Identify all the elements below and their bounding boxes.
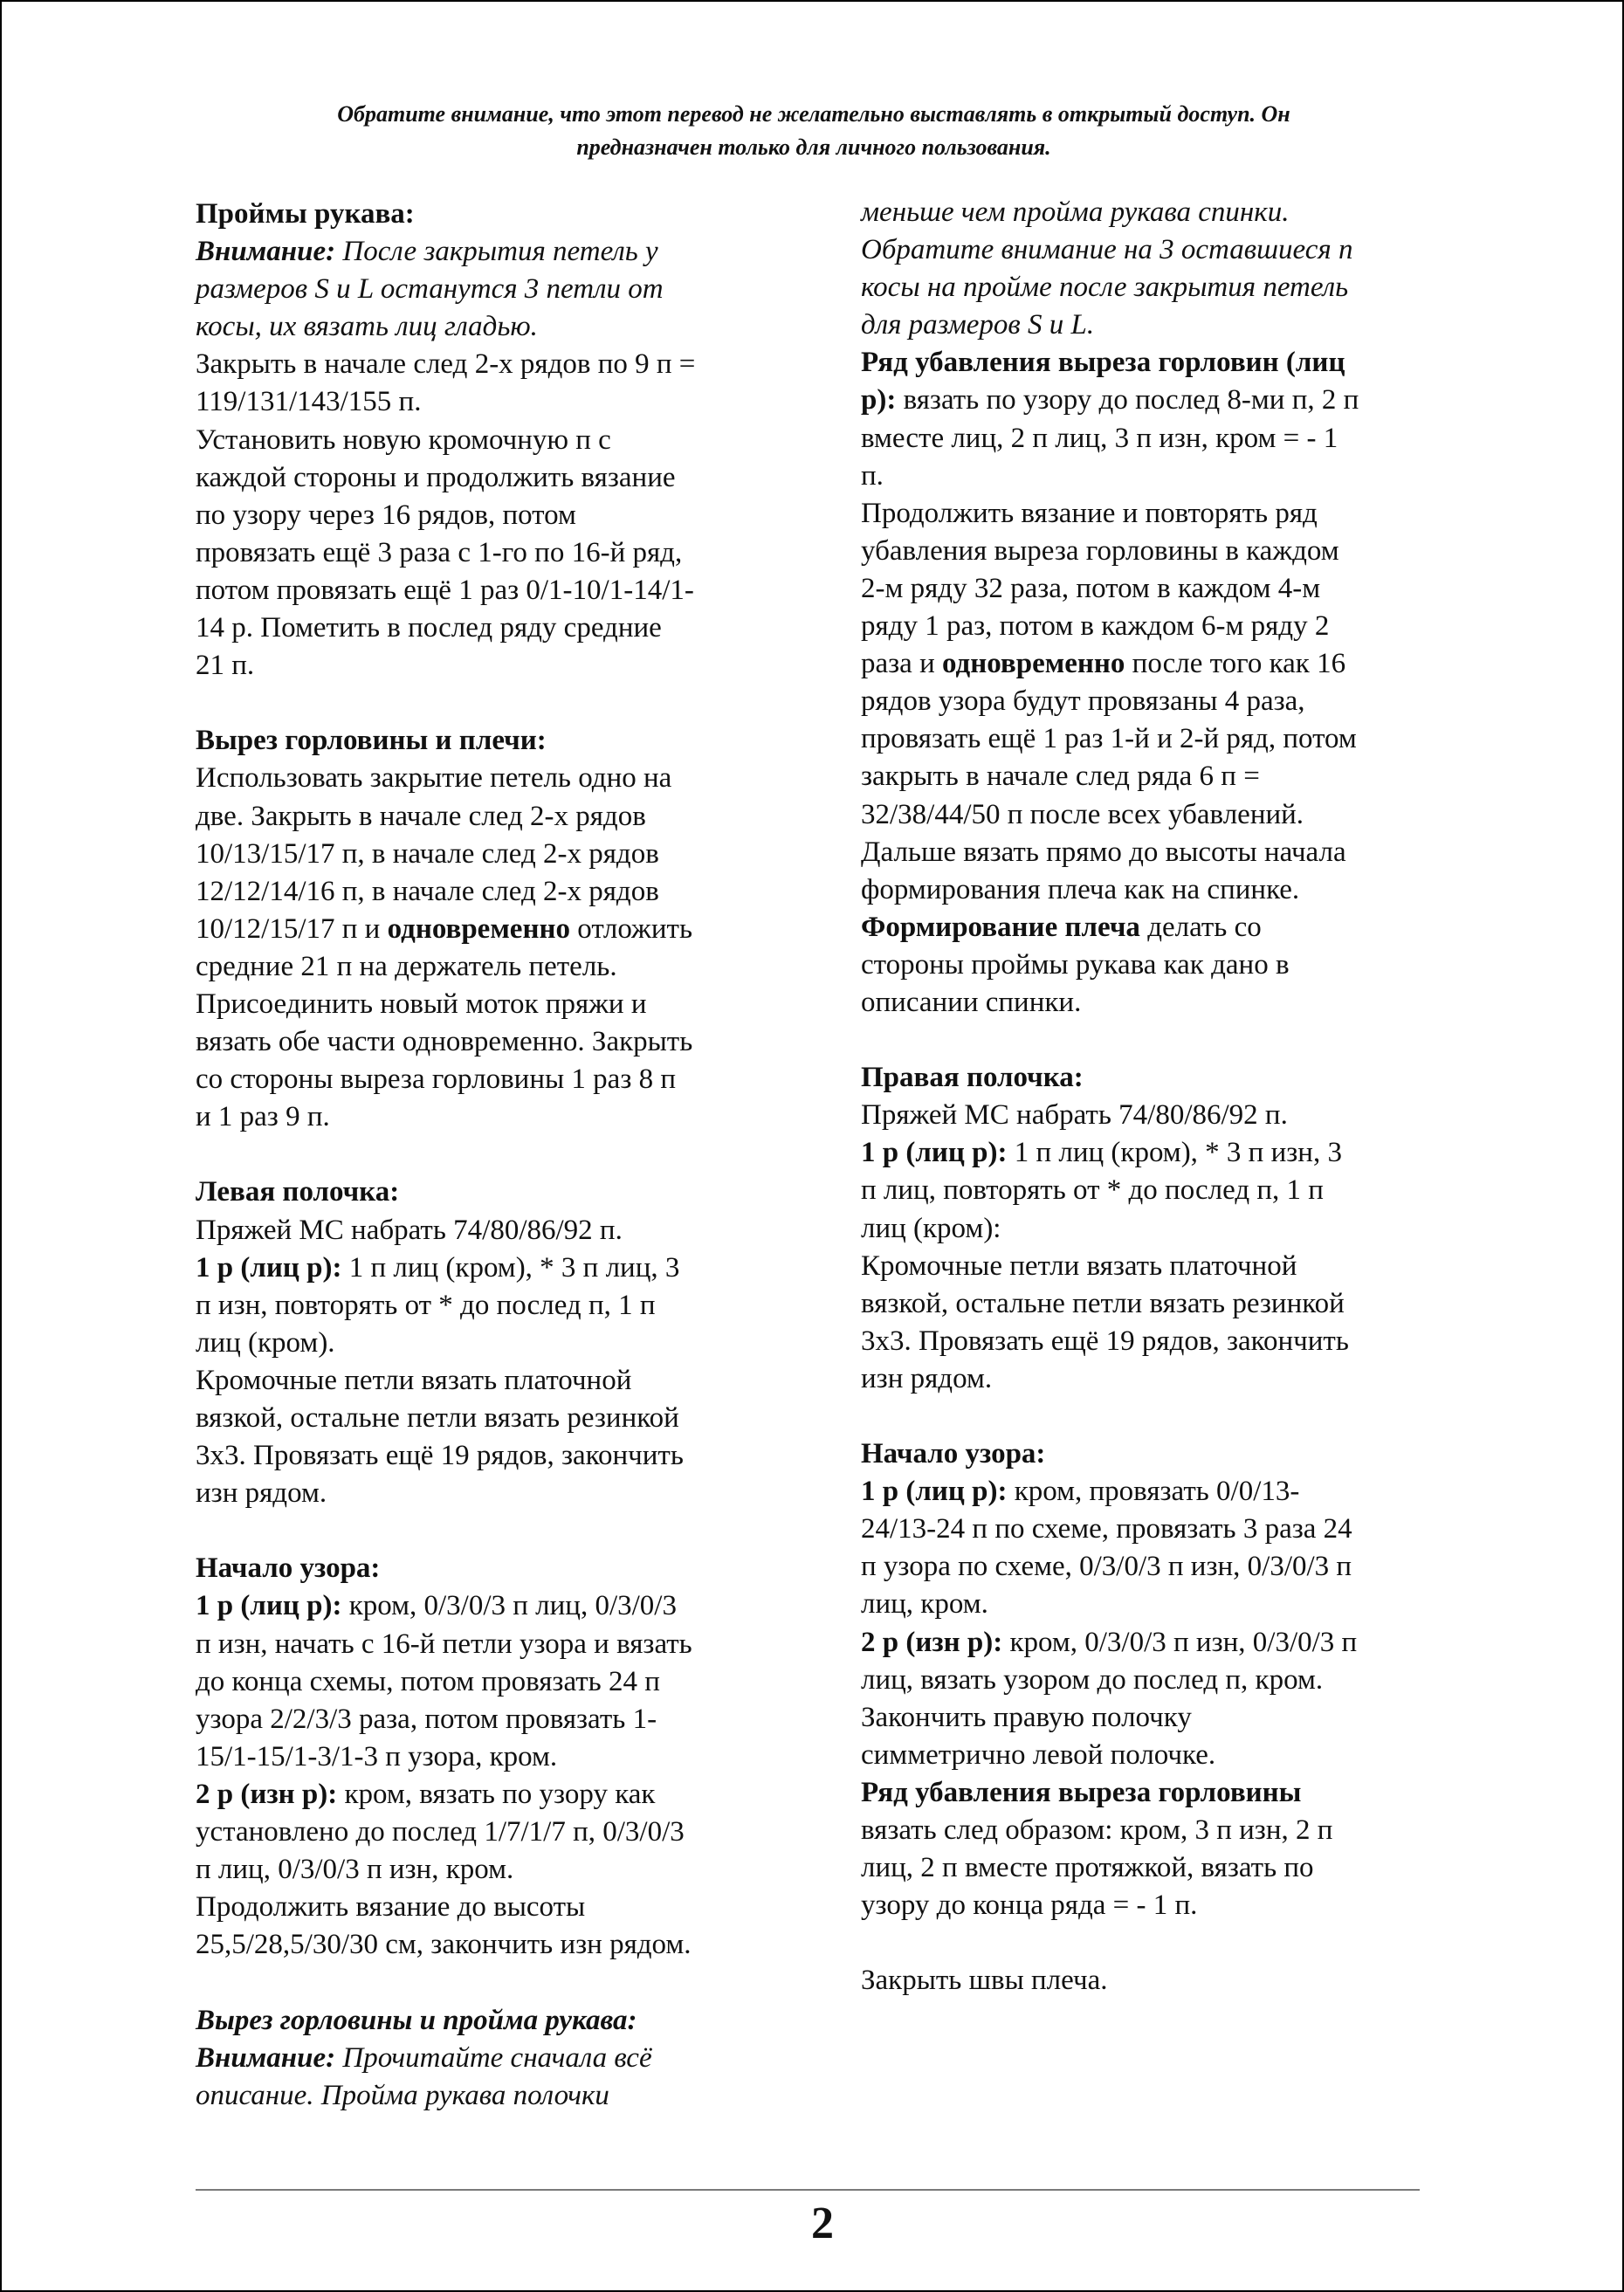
note-label: Внимание: [196, 2041, 336, 2074]
text-fragment: вязать по узору до послед 8-ми п, 2 п [903, 384, 1359, 416]
text-line: формирования плеча как на спинке. [861, 873, 1300, 905]
text-fragment: кром, вязать по узору как [344, 1778, 656, 1810]
right-column [861, 194, 1437, 2000]
notice-line: Обратите внимание, что этот перевод не желательно выставлять в открытый доступ. Он [337, 101, 1290, 127]
text-line: лиц, 2 п вместе протяжкой, вязать по [861, 1852, 1314, 1884]
text-line: вязать обе части одновременно. Закрыть [196, 1026, 693, 1058]
text-line: Дальше вязать прямо до высоты начала [861, 836, 1346, 868]
text-line: каждой стороны и продолжить вязание [196, 461, 676, 493]
text-line [861, 1624, 1437, 1662]
text-fragment: после того как 16 [1132, 648, 1346, 680]
row-label: р): [861, 384, 897, 416]
text-line: 21 п. [196, 650, 255, 682]
section-heading-right-pattern: Начало узора: [861, 1438, 1046, 1470]
text-line: 10/13/15/17 п, в начале след 2-х рядов [196, 837, 659, 870]
section-heading-left-front: Левая полочка: [196, 1176, 400, 1208]
note-line [196, 2040, 789, 2077]
text-fragment: раза и [861, 648, 935, 680]
text-line: рядов узора будут провязаны 4 раза, [861, 685, 1305, 718]
notice-line: предназначен только для личного пользования. [576, 134, 1051, 160]
emphasis: Формирование плеча [861, 911, 1140, 943]
note-line: описание. Пройма рукава полочки [196, 2079, 609, 2111]
text-line [196, 1776, 789, 1814]
left-column [196, 196, 789, 2115]
text-line: Продолжить вязание и повторять ряд [861, 497, 1318, 529]
text-line: изн рядом. [196, 1477, 327, 1510]
text-line: провязать ещё 3 раза с 1-го по 16-й ряд, [196, 536, 683, 568]
text-line: средние 21 п на держатель петель. [196, 950, 617, 982]
text-line: 25,5/28,5/30/30 см, закончить изн рядом. [196, 1929, 692, 1961]
text-line: со стороны выреза горловины 1 раз 8 п [196, 1063, 677, 1096]
text-line: Пряжей МС набрать 74/80/86/92 п. [196, 1214, 623, 1246]
row-label: 2 р (изн р): [196, 1778, 338, 1810]
text-line: вязкой, остальне петли вязать резинкой [861, 1287, 1345, 1319]
text-line: п. [861, 459, 884, 492]
text-fragment: 1 п лиц (кром), * 3 п лиц, 3 [348, 1251, 680, 1284]
text-line: симметрично левой полочке. [861, 1738, 1216, 1771]
section-heading-armhole: Проймы рукава: [196, 198, 415, 230]
section-heading-right-neck-decrease: Ряд убавления выреза горловины [861, 1776, 1302, 1808]
text-line [861, 909, 1437, 946]
section-heading-right-front: Правая полочка: [861, 1062, 1084, 1094]
text-line: потом провязать ещё 1 раз 0/1-10/1-14/1- [196, 574, 694, 606]
text-line: узору до конца ряда = - 1 п. [861, 1889, 1198, 1922]
text-line [861, 382, 1437, 419]
usage-notice [203, 98, 1425, 164]
text-line: провязать ещё 1 раз 1-й и 2-й ряд, потом [861, 723, 1357, 755]
text-line: 15/1-15/1-3/1-3 п узора, кром. [196, 1740, 558, 1772]
row-label: 1 р (лиц р): [861, 1137, 1008, 1169]
note-line [196, 233, 789, 271]
text-line: узора 2/2/3/3 раза, потом провязать 1- [196, 1703, 657, 1735]
note-text: После закрытия петель у [342, 236, 658, 268]
text-line: 12/12/14/16 п, в начале след 2-х рядов [196, 875, 659, 907]
section-heading-neck-armhole: Вырез горловины и пройма рукава: [196, 2004, 637, 2036]
text-line: п узора по схеме, 0/3/0/3 п изн, 0/3/0/3 п [861, 1551, 1352, 1583]
text-line: Пряжей МС набрать 74/80/86/92 п. [861, 1099, 1288, 1132]
note-line: косы на пройме после закрытия петель [861, 272, 1349, 304]
text-line: п лиц, 0/3/0/3 п изн, кром. [196, 1854, 514, 1886]
text-line: Закрыть швы плеча. [861, 1965, 1108, 1997]
note-line: размеров S и L останутся 3 петли от [196, 273, 664, 306]
text-fragment: 1 п лиц (кром), * 3 п изн, 3 [1014, 1137, 1342, 1169]
emphasis: одновременно [387, 912, 570, 945]
text-line: установлено до послед 1/7/1/7 п, 0/3/0/3 [196, 1816, 685, 1848]
text-line: убавления выреза горловины в каждом [861, 534, 1339, 567]
footer-divider [196, 2189, 1420, 2191]
text-line: 3х3. Провязать ещё 19 рядов, закончить [196, 1440, 684, 1472]
row-label: 1 р (лиц р): [196, 1251, 342, 1284]
text-line: ряду 1 раз, потом в каждом 6-м ряду 2 [861, 610, 1330, 643]
paragraph-gap [196, 1964, 789, 2001]
note-line: Обратите внимание на 3 оставшиеся п [861, 234, 1353, 266]
text-line: Использовать закрытие петель одно на [196, 762, 672, 795]
text-line: Закончить правую полочку [861, 1701, 1192, 1733]
paragraph-gap [196, 1512, 789, 1550]
text-line: 24/13-24 п по схеме, провязать 3 раза 24 [861, 1513, 1352, 1545]
text-line: Присоединить новый моток пряжи и [196, 988, 647, 1020]
paragraph-gap [861, 1398, 1437, 1435]
text-line: Кромочные петли вязать платочной [861, 1249, 1297, 1282]
text-line: лиц (кром): [861, 1212, 1001, 1244]
text-fragment: отложить [577, 912, 692, 945]
text-line: 2-м ряду 32 раза, потом в каждом 4-м [861, 572, 1321, 604]
note-line: для размеров S и L. [861, 309, 1095, 341]
note-label: Внимание: [196, 236, 336, 268]
paragraph-gap [861, 1924, 1437, 1962]
paragraph-gap [861, 1022, 1437, 1059]
text-line: Кромочные петли вязать платочной [196, 1364, 632, 1396]
text-line: Закрыть в начале след 2-х рядов по 9 п = [196, 348, 696, 381]
text-line: Установить новую кромочную п с [196, 423, 611, 456]
text-fragment: кром, 0/3/0/3 п лиц, 0/3/0/3 [348, 1590, 677, 1622]
text-line: до конца схемы, потом провязать 24 п [196, 1665, 660, 1697]
page-number: 2 [811, 2199, 834, 2248]
text-line: и 1 раз 9 п. [196, 1101, 330, 1133]
paragraph-gap [196, 685, 789, 722]
emphasis: одновременно [942, 648, 1125, 680]
text-line [196, 911, 789, 948]
text-line: изн рядом. [861, 1362, 993, 1394]
note-line: меньше чем пройма рукава спинки. [861, 196, 1290, 228]
row-label: 2 р (изн р): [861, 1626, 1003, 1658]
text-line: вязкой, остальне петли вязать резинкой [196, 1402, 679, 1434]
text-line: лиц, вязать узором до послед п, кром. [861, 1663, 1324, 1696]
note-line: косы, их вязать лиц гладью. [196, 311, 538, 343]
text-line: 32/38/44/50 п после всех убавлений. [861, 798, 1304, 830]
text-line: вместе лиц, 2 п лиц, 3 п изн, кром = - 1 [861, 422, 1338, 454]
text-line [861, 1473, 1437, 1511]
text-line [861, 1134, 1437, 1172]
text-line: стороны проймы рукава как дано в [861, 948, 1290, 981]
text-line: 14 р. Пометить в послед ряду средние [196, 612, 662, 644]
text-line: лиц, кром. [861, 1588, 988, 1621]
text-line: п изн, повторять от * до послед п, 1 п [196, 1289, 656, 1321]
note-text: Прочитайте сначала всё [342, 2041, 652, 2074]
text-fragment: кром, провязать 0/0/13- [1014, 1476, 1300, 1508]
text-line: описании спинки. [861, 986, 1082, 1018]
text-fragment: кром, 0/3/0/3 п изн, 0/3/0/3 п [1009, 1626, 1358, 1658]
text-line: 3х3. Провязать ещё 19 рядов, закончить [861, 1325, 1349, 1357]
text-line: 119/131/143/155 п. [196, 386, 422, 418]
section-heading-neck-decrease: Ряд убавления выреза горловин (лиц [861, 347, 1345, 379]
text-line: Продолжить вязание до высоты [196, 1891, 586, 1924]
text-fragment: 10/12/15/17 п и [196, 912, 381, 945]
text-line: п изн, начать с 16-й петли узора и вязать [196, 1628, 692, 1660]
row-label: 1 р (лиц р): [196, 1590, 342, 1622]
row-label: 1 р (лиц р): [861, 1476, 1008, 1508]
text-line [861, 645, 1437, 683]
text-line [196, 1587, 789, 1625]
text-line: две. Закрыть в начале след 2-х рядов [196, 800, 646, 832]
text-line: лиц (кром). [196, 1326, 335, 1359]
text-line: по узору через 16 рядов, потом [196, 499, 576, 531]
text-line: вязать след образом: кром, 3 п изн, 2 п [861, 1814, 1333, 1847]
text-line [196, 1249, 789, 1287]
section-heading-neck: Вырез горловины и плечи: [196, 725, 547, 757]
text-line: закрыть в начале след ряда 6 п = [861, 761, 1260, 793]
paragraph-gap [196, 1136, 789, 1174]
text-fragment: делать со [1147, 911, 1262, 943]
section-heading-pattern: Начало узора: [196, 1552, 381, 1585]
text-line: п лиц, повторять от * до послед п, 1 п [861, 1174, 1324, 1207]
